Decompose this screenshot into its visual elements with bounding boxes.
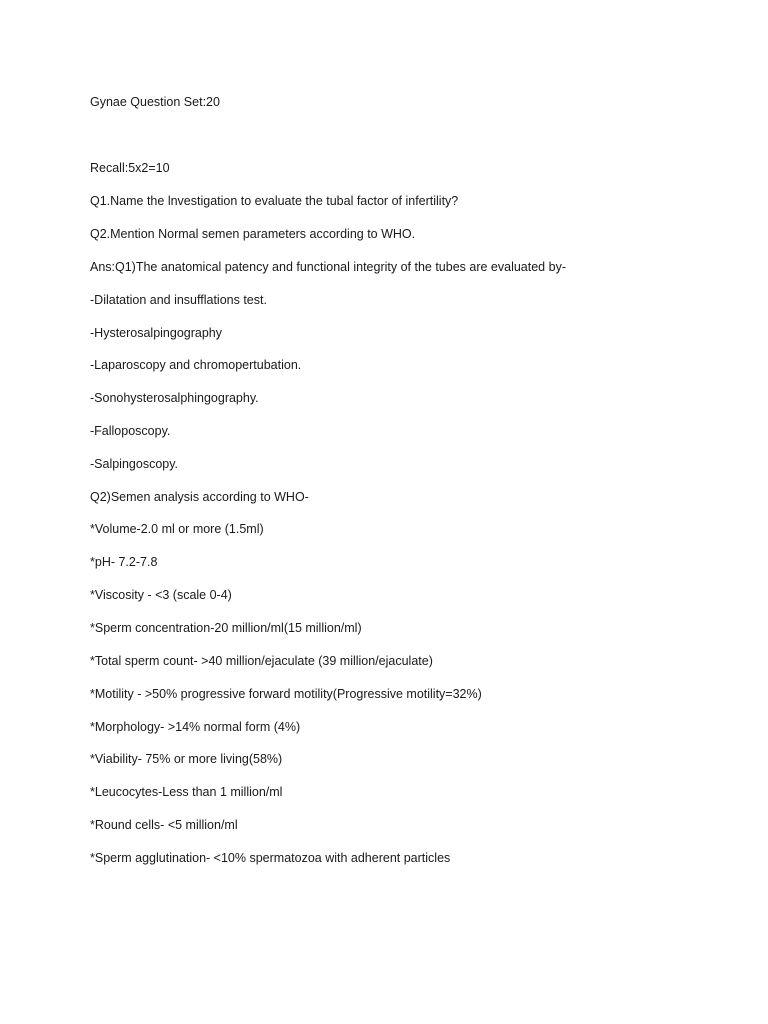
answer-1-item: -Falloposcopy. (90, 424, 171, 438)
semen-parameter: *Total sperm count- >40 million/ejaculate (39 million/ejaculate) (90, 654, 433, 668)
semen-parameter: *Leucocytes-Less than 1 million/ml (90, 785, 283, 799)
recall-line: Recall:5x2=10 (90, 161, 170, 175)
semen-parameter: *Sperm agglutination- <10% spermatozoa with adherent particles (90, 851, 451, 865)
semen-parameter: *Viscosity - <3 (scale 0-4) (90, 588, 232, 602)
document-title: Gynae Question Set:20 (90, 95, 220, 109)
question-2: Q2.Mention Normal semen parameters according to WHO. (90, 227, 416, 241)
question-1: Q1.Name the lnvestigation to evaluate the tubal factor of infertility? (90, 194, 459, 208)
semen-parameter: *Viability- 75% or more living(58%) (90, 752, 283, 766)
semen-parameter: *pH- 7.2-7.8 (90, 555, 158, 569)
semen-parameter: *Volume-2.0 ml or more (1.5ml) (90, 522, 264, 536)
answer-2-intro: Q2)Semen analysis according to WHO- (90, 490, 309, 504)
semen-parameter: *Morphology- >14% normal form (4%) (90, 720, 301, 734)
answer-1-item: -Dilatation and insufflations test. (90, 293, 267, 307)
answer-1-item: -Hysterosalpingography (90, 326, 223, 340)
semen-parameter: *Round cells- <5 million/ml (90, 818, 238, 832)
semen-parameter: *Motility - >50% progressive forward motility(Progressive motility=32%) (90, 687, 482, 701)
answer-1-intro: Ans:Q1)The anatomical patency and functional integrity of the tubes are evaluated by- (90, 260, 566, 274)
semen-parameter: *Sperm concentration-20 million/ml(15 million/ml) (90, 621, 362, 635)
answer-1-item: -Salpingoscopy. (90, 457, 179, 471)
answer-1-item: -Laparoscopy and chromopertubation. (90, 358, 302, 372)
answer-1-item: -Sonohysterosalphingography. (90, 391, 259, 405)
